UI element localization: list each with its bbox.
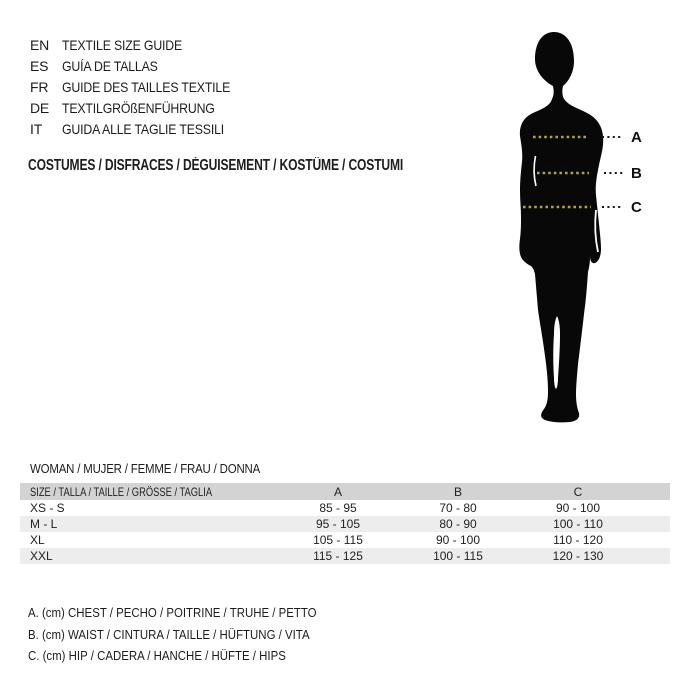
language-label: GUIDA ALLE TAGLIE TESSILI: [62, 121, 225, 137]
table-row-xs-s: [20, 500, 670, 516]
column-b-header: B: [398, 483, 518, 500]
chest-line-label: A: [631, 129, 642, 146]
language-label: TEXTILGRÖßENFÜHRUNG: [62, 100, 215, 116]
note-chest: [28, 602, 356, 624]
note-waist: [28, 624, 356, 646]
category-heading: [28, 157, 509, 175]
language-code: EN: [30, 37, 50, 53]
size-cell: XS - S: [30, 501, 65, 515]
hip-value: 90 - 100: [555, 501, 601, 515]
language-list: [30, 35, 253, 140]
column-c-header: C: [518, 483, 670, 500]
hip-value: 120 - 130: [552, 549, 604, 563]
table-row-xl: [20, 532, 670, 548]
chest-value: 95 - 105: [315, 517, 361, 531]
column-a-header: A: [278, 483, 398, 500]
chest-value: 85 - 95: [319, 501, 357, 515]
chest-value: 115 - 125: [313, 549, 363, 563]
language-label: TEXTILE SIZE GUIDE: [62, 37, 183, 53]
waist-value: 80 - 90: [439, 517, 477, 531]
measurement-figure: [490, 28, 660, 428]
woman-silhouette-graphic: [490, 28, 660, 428]
waist-value: 90 - 100: [435, 533, 481, 547]
category-heading-text: COSTUMES / DISFRACES / DÉGUISEMENT / KOSTÜME / COSTUMI: [28, 157, 404, 174]
language-label: GUIDE DES TAILLES TEXTILE: [62, 79, 231, 95]
table-row-m-l: [20, 516, 670, 532]
language-code: IT: [30, 121, 43, 137]
language-row-en: [30, 35, 253, 56]
size-table-title: [30, 461, 291, 476]
chest-value: 105 - 115: [313, 533, 363, 547]
language-code: FR: [30, 79, 49, 95]
waist-value: 70 - 80: [439, 501, 477, 515]
size-table-header-row: [20, 483, 670, 500]
language-row-fr: [30, 77, 253, 98]
language-row-it: [30, 119, 253, 140]
language-code: DE: [30, 100, 50, 116]
size-header-cell: [20, 483, 278, 500]
size-cell: XL: [30, 533, 45, 547]
language-code: ES: [30, 58, 49, 74]
hip-line-label: C: [631, 199, 642, 216]
size-cell: M - L: [30, 517, 58, 531]
note-hip: [28, 645, 356, 667]
waist-value: 100 - 115: [433, 549, 483, 563]
table-row-xxl: [20, 548, 670, 564]
hip-value: 100 - 110: [553, 517, 603, 531]
woman-silhouette: [519, 32, 603, 422]
note-chest-text: A. (cm) CHEST / PECHO / POITRINE / TRUHE / PETTO: [28, 605, 317, 620]
note-waist-text: B. (cm) WAIST / CINTURA / TAILLE / HÜFTUNG / VITA: [28, 626, 310, 642]
measurement-notes: [28, 602, 356, 667]
hip-value: 110 - 120: [553, 533, 603, 547]
waist-line-label: B: [631, 165, 642, 182]
language-row-de: [30, 98, 253, 119]
size-header-text: SIZE / TALLA / TAILLE / GRÖSSE / TAGLIA: [30, 484, 213, 499]
size-table: [20, 483, 670, 564]
size-table-title-text: WOMAN / MUJER / FEMME / FRAU / DONNA: [30, 461, 261, 476]
size-cell: XXL: [30, 549, 53, 563]
language-label: GUÍA DE TALLAS: [62, 58, 158, 74]
language-row-es: [30, 56, 253, 77]
note-hip-text: C. (cm) HIP / CADERA / HANCHE / HÜFTE / HIPS: [28, 648, 286, 663]
